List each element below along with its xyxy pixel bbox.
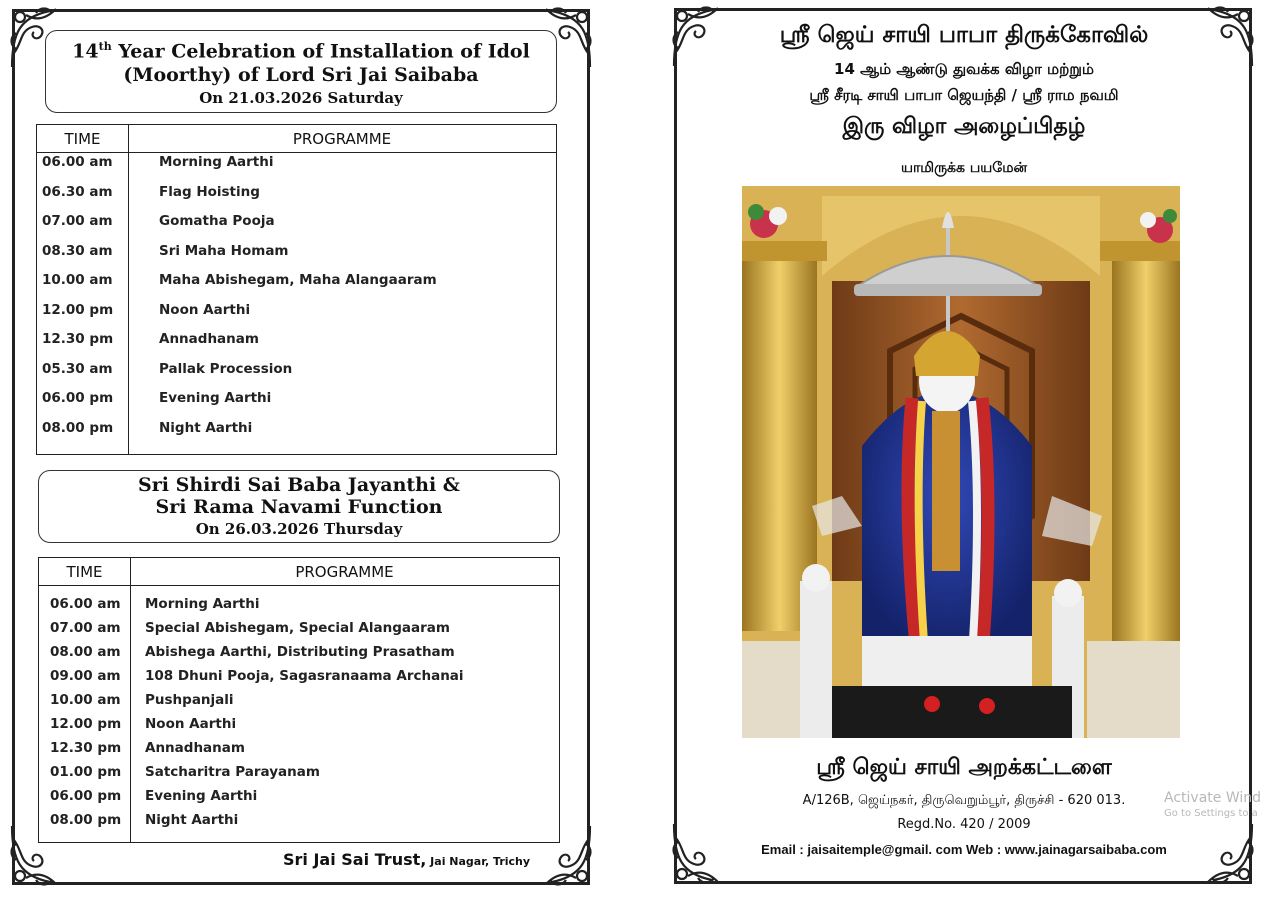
row-programme: Night Aarthi [145, 812, 239, 828]
row-programme: Morning Aarthi [145, 596, 260, 612]
header-programme: PROGRAMME [292, 130, 392, 148]
row-programme: Pushpanjali [145, 692, 234, 708]
row-programme: Evening Aarthi [145, 788, 258, 804]
registration-number: Regd.No. 420 / 2009 [897, 817, 1031, 832]
idol-photo [742, 186, 1180, 738]
temple-title: ஸ்ரீ ஜெய் சாயி பாபா திருக்கோவில் [779, 22, 1149, 48]
row-programme: Gomatha Pooja [159, 213, 275, 229]
table-header [37, 125, 556, 153]
event2-date: On 26.03.2026 Thursday [195, 520, 403, 538]
row-time: 08.00 am [50, 644, 121, 660]
row-programme: Noon Aarthi [159, 301, 251, 318]
row-programme: Annadhanam [145, 740, 245, 756]
row-programme: 108 Dhuni Pooja, Sagasranaama Archanai [145, 668, 464, 684]
trust-footer [283, 850, 530, 869]
row-time: 07.00 am [50, 620, 121, 636]
event2-title-box [38, 470, 560, 543]
row-time: 08.00 pm [50, 812, 122, 828]
event2-title-line1: Sri Shirdi Sai Baba Jayanthi & [138, 474, 460, 496]
row-programme: Pallak Procession [159, 360, 293, 377]
right-page [664, 0, 1264, 900]
row-time: 06.00 pm [50, 788, 122, 804]
row-time: 12.00 pm [50, 716, 122, 732]
row-time: 06.00 am [50, 596, 121, 612]
row-time: 08.30 am [42, 242, 113, 259]
table-header [39, 558, 559, 586]
footer-trust-name: Sri Jai Sai Trust, [283, 850, 427, 869]
row-time: 01.00 pm [50, 764, 122, 780]
row-programme: Annadhanam [159, 331, 259, 347]
activate-windows-watermark [1164, 790, 1261, 819]
row-programme: Night Aarthi [159, 419, 253, 436]
subtitle-line2: ஸ்ரீ சீரடி சாயி பாபா ஜெயந்தி / ஸ்ரீ ராம நவமி [809, 86, 1119, 104]
row-programme: Satcharitra Parayanam [145, 764, 320, 780]
trust-address: A/126B, ஜெய்நகர், திருவெறும்பூர், திருச்சி - 620 013. [802, 793, 1126, 808]
row-time: 08.00 pm [42, 419, 114, 436]
header-time: TIME [64, 130, 101, 148]
trust-name: ஸ்ரீ ஜெய் சாயி அறக்கட்டளை [816, 755, 1112, 780]
row-time: 09.00 am [50, 668, 121, 684]
row-time: 05.30 am [42, 360, 113, 377]
row-time: 06.00 am [42, 154, 113, 170]
row-time: 10.00 am [42, 272, 113, 288]
row-programme: Maha Abishegam, Maha Alangaaram [159, 272, 437, 288]
row-time: 06.00 pm [42, 390, 114, 406]
row-time: 07.00 am [42, 213, 113, 229]
row-programme: Sri Maha Homam [159, 242, 289, 259]
row-programme: Evening Aarthi [159, 390, 272, 406]
event1-date: On 21.03.2026 Saturday [199, 89, 403, 108]
header-programme: PROGRAMME [295, 563, 394, 581]
row-time: 10.00 am [50, 692, 121, 708]
row-programme: Morning Aarthi [159, 154, 274, 170]
left-page [0, 0, 600, 900]
row-programme: Special Abishegam, Special Alangaaram [145, 620, 450, 636]
contact-info: Email : jaisaitemple@gmail. com Web : www.jainagarsaibaba.com [761, 842, 1167, 857]
row-programme: Flag Hoisting [159, 183, 260, 200]
row-programme: Noon Aarthi [145, 716, 237, 732]
row-time: 12.30 pm [50, 740, 122, 756]
event1-schedule-table [36, 124, 557, 455]
event2-title-line2: Sri Rama Navami Function [155, 496, 443, 518]
row-time: 06.30 am [42, 183, 113, 200]
event1-title-line2: (Moorthy) of Lord Sri Jai Saibaba [123, 64, 479, 87]
watermark-line1: Activate Wind [1164, 790, 1262, 806]
row-programme: Abishega Aarthi, Distributing Prasatham [145, 644, 455, 660]
event1-title-box [45, 30, 557, 113]
invitation-title: இரு விழா அழைப்பிதழ் [842, 114, 1086, 139]
watermark-line2: Go to Settings to a [1164, 808, 1258, 819]
row-time: 12.00 pm [42, 301, 114, 318]
footer-place: Jai Nagar, Trichy [426, 855, 531, 868]
event2-schedule-table [38, 557, 560, 843]
motto: யாமிருக்க பயமேன் [900, 160, 1028, 176]
subtitle-line1: 14 ஆம் ஆண்டு துவக்க விழா மற்றும் [834, 60, 1094, 78]
event1-title-line1: 14th Year Celebration of Installation of Idol [72, 40, 530, 63]
header-time: TIME [66, 563, 103, 581]
row-time: 12.30 pm [42, 331, 114, 347]
